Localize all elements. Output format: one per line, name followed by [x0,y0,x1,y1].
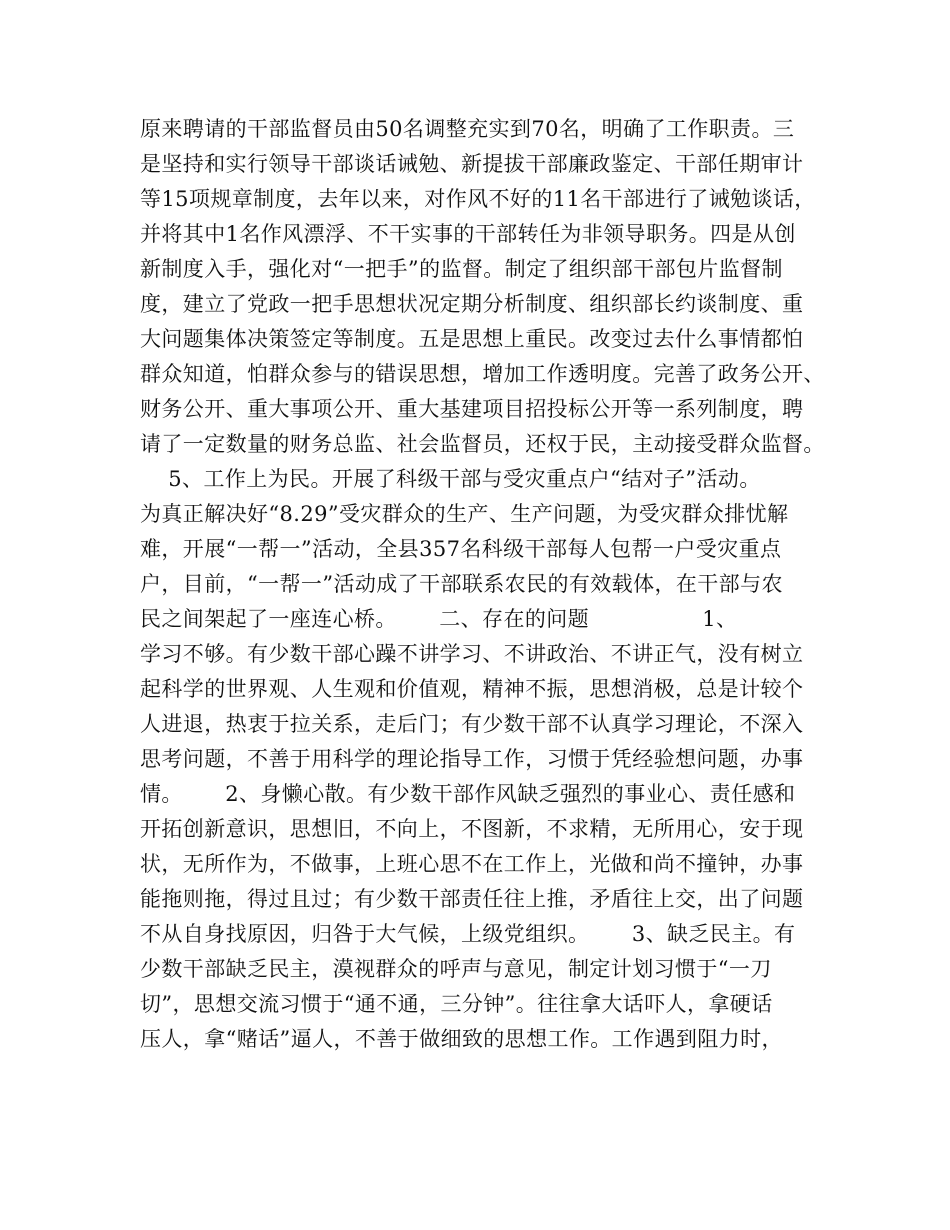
text-line: 切”，思想交流习惯于“通不通，三分钟”。往往拿大话吓人，拿硬话 [140,992,773,1016]
text-line: 少数干部缺乏民主，漠视群众的呼声与意见，制定计划习惯于“一刀 [140,957,772,981]
body-text [140,112,830,1057]
text-line: 难，开展“一帮一”活动，全县357名科级干部每人包帮一户受灾重点 [140,537,782,561]
text-line: 情。 2、身懒心散。有少数干部作风缺乏强烈的事业心、责任感和 [140,782,796,806]
text-line: 能拖则拖，得过且过；有少数干部责任往上推，矛盾往上交，出了问题 [140,887,804,911]
text-line: 思考问题，不善于用科学的理论指导工作，习惯于凭经验想问题，办事 [140,747,804,771]
text-line: 起科学的世界观、人生观和价值观，精神不振，思想消极，总是计较个 [140,677,804,701]
text-line: 开拓创新意识，思想旧，不向上，不图新，不求精，无所用心，安于现 [140,817,804,841]
text-line: 人进退，热衷于拉关系，走后门；有少数干部不认真学习理论，不深入 [140,712,804,736]
text-line: 等15项规章制度，去年以来，对作风不好的11名干部进行了诫勉谈话， [140,187,816,211]
text-line: 5、工作上为民。开展了科级干部与受灾重点户“结对子”活动。 [140,467,761,491]
text-line: 并将其中1名作风漂浮、不干实事的干部转任为非领导职务。四是从创 [140,222,796,246]
text-line: 为真正解决好“8.29”受灾群众的生产、生产问题，为受灾群众排忧解 [140,502,789,526]
text-line: 状，无所作为，不做事，上班心思不在工作上，光做和尚不撞钟，办事 [140,852,804,876]
text-line: 原来聘请的干部监督员由50名调整充实到70名，明确了工作职责。三 [140,117,795,141]
text-line: 群众知道，怕群众参与的错误思想，增加工作透明度。完善了政务公开、 [140,362,825,386]
text-line: 户，目前，“一帮一”活动成了干部联系农民的有效载体，在干部与农 [140,572,783,596]
text-line: 大问题集体决策签定等制度。五是思想上重民。改变过去什么事情都怕 [140,327,804,351]
text-line: 新制度入手，强化对“一把手”的监督。制定了组织部干部包片监督制 [140,257,783,281]
text-line: 是坚持和实行领导干部谈话诫勉、新提拔干部廉政鉴定、干部任期审计 [140,152,804,176]
text-line: 压人，拿“赌话”逼人，不善于做细致的思想工作。工作遇到阻力时， [140,1027,783,1051]
text-line: 度，建立了党政一把手思想状况定期分析制度、组织部长约谈制度、重 [140,292,804,316]
text-line: 学习不够。有少数干部心躁不讲学习、不讲政治、不讲正气，没有树立 [140,642,804,666]
text-line: 财务公开、重大事项公开、重大基建项目招投标公开等一系列制度，聘 [140,397,804,421]
text-line: 请了一定数量的财务总监、社会监督员，还权于民，主动接受群众监督。 [140,432,825,456]
text-line: 不从自身找原因，归咎于大气候，上级党组织。 3、缺乏民主。有 [140,922,796,946]
text-line: 民之间架起了一座连心桥。 二、存在的问题 1、 [140,607,738,631]
